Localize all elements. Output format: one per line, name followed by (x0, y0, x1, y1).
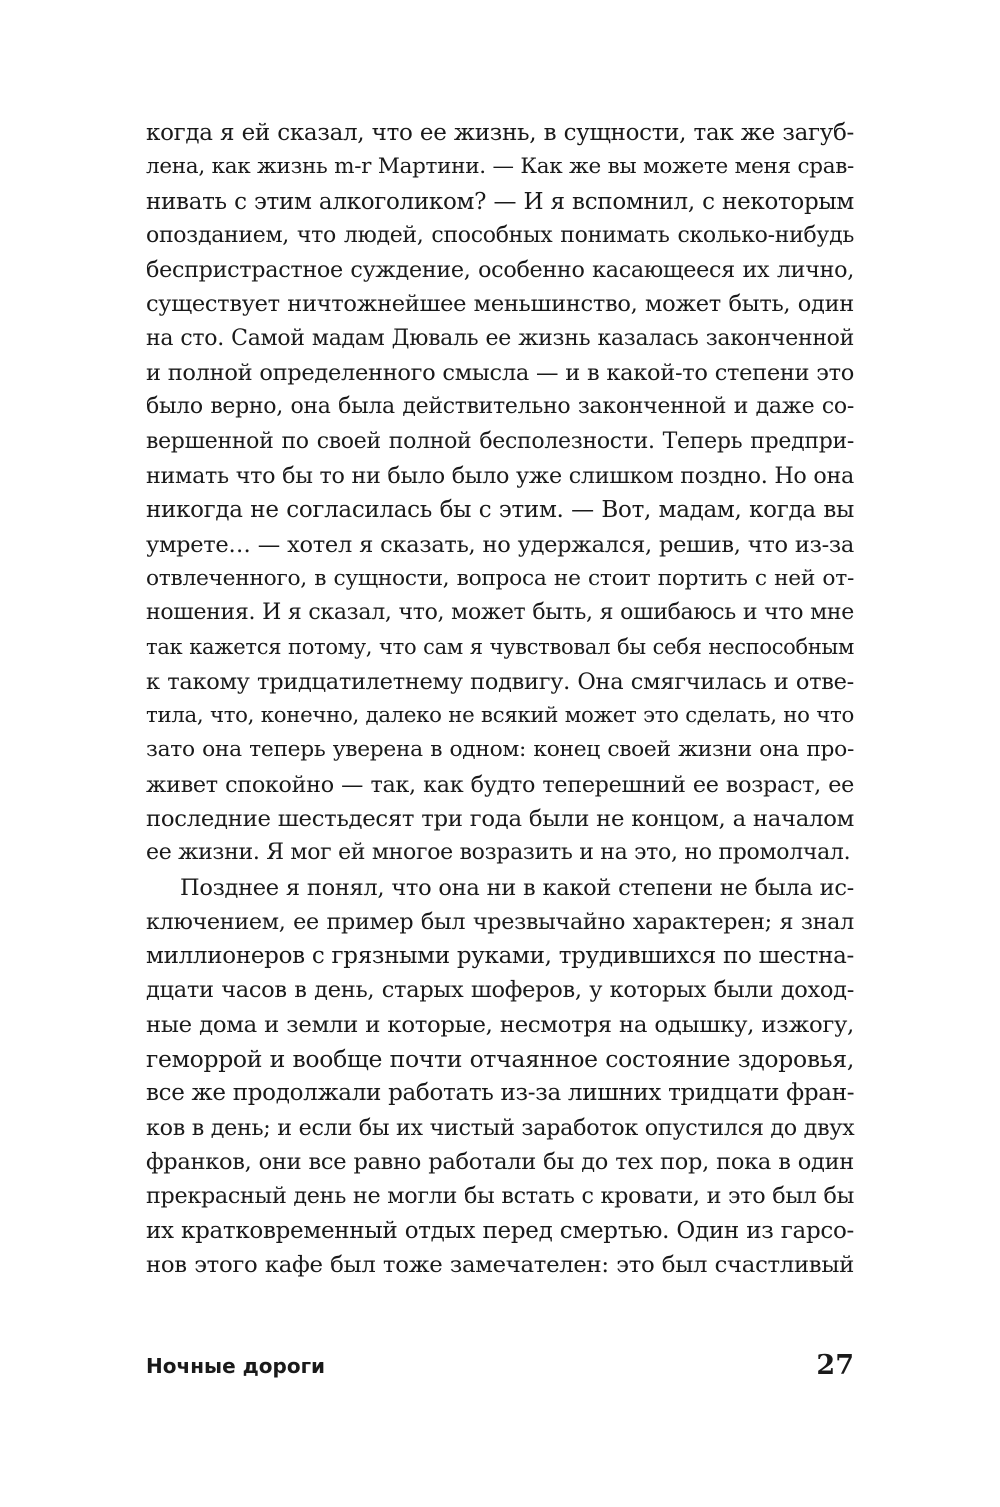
text-line: и полной определенного смысла — и в какой-то степени это (146, 360, 854, 387)
text-line: существует ничтожнейшее меньшинство, может быть, один (146, 291, 854, 318)
body-text (146, 116, 854, 1282)
text-line: зато она теперь уверена в одном: конец своей жизни она про- (146, 737, 854, 763)
text-line: отвлеченного, в сущности, вопроса не стоит портить с ней от- (146, 565, 854, 591)
text-line: все же продолжали работать из-за лишних тридцати фран- (146, 1080, 855, 1107)
text-line: тила, что, конечно, далеко не всякий может это сделать, но что (146, 703, 854, 729)
text-line: ключением, ее пример был чрезвычайно характерен; я знал (146, 908, 854, 935)
text-line: Позднее я понял, что она ни в какой степени не была ис- (180, 874, 854, 901)
text-line: последние шестьдесят три года были не концом, а началом (146, 805, 854, 832)
running-head: Ночные дороги (146, 1354, 326, 1378)
text-line: к такому тридцатилетнему подвигу. Она смягчилась и отве- (146, 668, 854, 695)
text-line: ные дома и земли и которые, несмотря на одышку, изжогу, (146, 1011, 854, 1038)
text-line: прекрасный день не могли бы встать с кровати, и это был бы (146, 1183, 854, 1210)
text-line: франков, они все равно работали бы до тех пор, пока в один (146, 1148, 854, 1175)
text-line: ков в день; и если бы их чистый заработок опустился до двух (146, 1114, 855, 1141)
text-line: лена, как жизнь m-r Мартини. — Как же вы можете меня срав- (146, 154, 854, 180)
text-line: нивать с этим алкоголиком? — И я вспомнил, с некоторым (146, 188, 854, 215)
text-line: беспристрастное суждение, особенно касающееся их лично, (146, 257, 854, 284)
text-line: их кратковременный отдых перед смертью. Один из гарсо- (146, 1217, 854, 1244)
text-line: на сто. Самой мадам Дюваль ее жизнь казалась законченной (146, 325, 854, 351)
page-footer (146, 1346, 854, 1386)
text-line: умрете… — хотел я сказать, но удержался, решив, что из-за (146, 531, 854, 558)
text-line: так кажется потому, что сам я чувствовал бы себя неспособным (146, 635, 854, 660)
page-number: 27 (816, 1350, 854, 1381)
text-line: живет спокойно — так, как будто теперешний ее возраст, ее (146, 771, 854, 798)
text-line: дцати часов в день, старых шоферов, у которых были доход- (146, 977, 854, 1004)
text-line: ношения. И я сказал, что, может быть, я ошибаюсь и что мне (146, 600, 854, 626)
text-line: геморрой и вообще почти отчаянное состояние здоровья, (146, 1045, 854, 1074)
text-line: было верно, она была действительно законченной и даже со- (146, 394, 854, 420)
text-line: вершенной по своей полной бесполезности. Теперь предпри- (146, 428, 854, 454)
text-line: миллионеров с грязными руками, трудившихся по шестна- (146, 943, 854, 970)
text-line: опозданием, что людей, способных понимать сколько-нибудь (146, 222, 854, 248)
text-line: ее жизни. Я мог ей многое возразить и на это, но промолчал. (146, 840, 851, 866)
text-line: когда я ей сказал, что ее жизнь, в сущности, так же загуб- (146, 120, 854, 146)
text-line: никогда не согласилась бы с этим. — Вот, мадам, когда вы (146, 497, 854, 524)
text-line: нимать что бы то ни было было уже слишком поздно. Но она (146, 462, 854, 489)
text-line: нов этого кафе был тоже замечателен: это был счастливый (146, 1251, 854, 1278)
